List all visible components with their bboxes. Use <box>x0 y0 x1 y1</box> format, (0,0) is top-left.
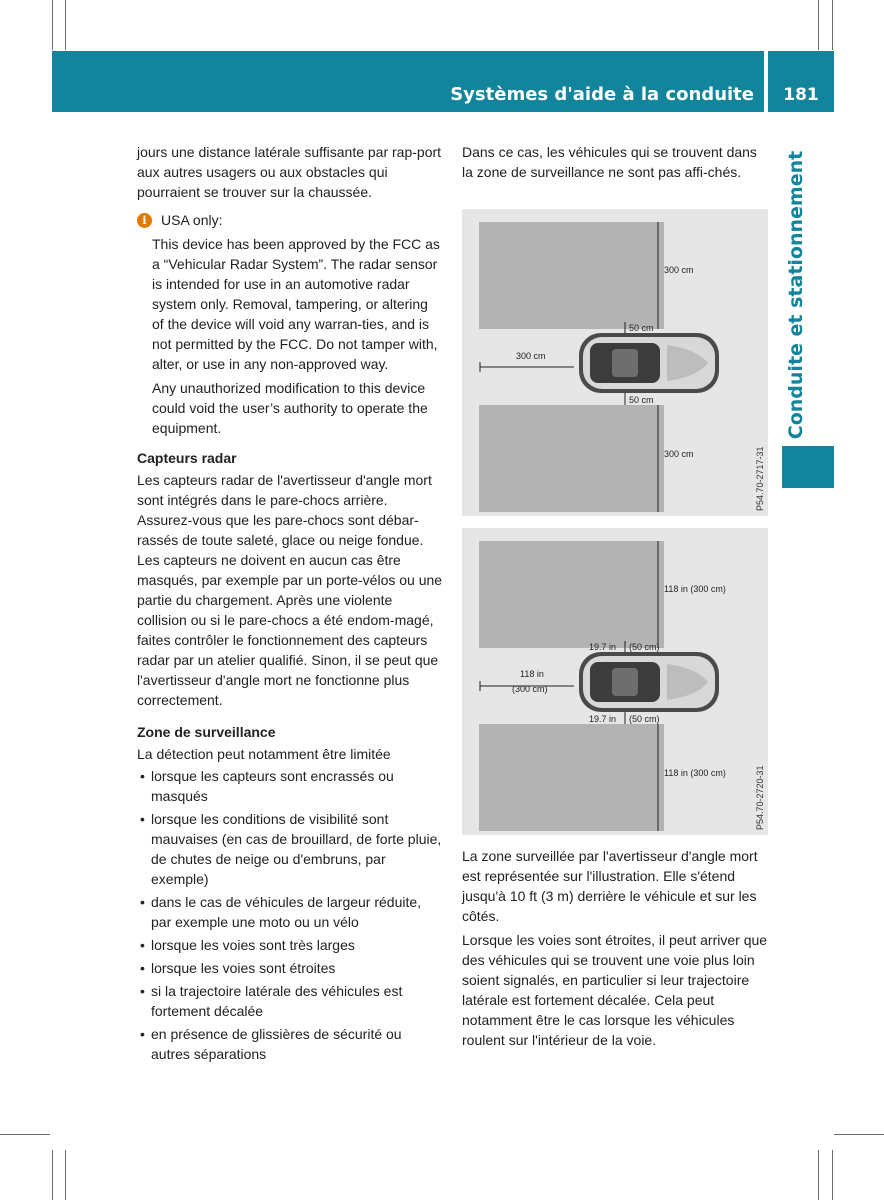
monitoring-zone-right <box>479 405 664 512</box>
intro-paragraph: jours une distance latérale suffisante par rap-port aux autres usagers ou aux obstacles qui pourraient se trouver sur la chaussée. <box>137 144 442 200</box>
rear-dimension-label: (300 cm) <box>512 684 548 694</box>
page-number-box <box>768 51 834 112</box>
diagram-svg <box>462 209 768 516</box>
body-paragraph: La détection peut notamment être limitée <box>137 746 391 762</box>
info-icon: i <box>137 213 152 228</box>
section-heading: Capteurs radar <box>137 450 237 466</box>
gap-dimension-label: 50 cm <box>629 323 654 333</box>
list-item: • lorsque les voies sont étroites <box>140 960 336 976</box>
crop-mark <box>65 0 66 50</box>
body-paragraph: Lorsque les voies sont étroites, il peut arriver que des véhicules qui se trouvent une voie plus loin soient signalés, en particulier si leur trajectoire latérale est fortement décalée. Cela peut notamment être le cas lorsque les véhicules roulent sur l'intérieur de la voie. <box>462 932 768 1048</box>
crop-mark <box>832 1150 833 1200</box>
note-paragraph: This device has been approved by the FCC as a “Vehicular Radar System”. The radar sensor is intended for use in an automotive radar system only. Removal, tampering, or altering of the device will void any warran-ties, and is not permitted by the FCC. Do not tamper with, alter, or use in any non-approved way. <box>152 236 440 372</box>
fcc-note-header <box>137 210 443 230</box>
crop-mark <box>52 0 53 50</box>
rear-dimension-label: 300 cm <box>516 351 546 361</box>
monitoring-zone-left <box>479 541 664 648</box>
zone-dimension-label: 300 cm <box>664 449 694 459</box>
section-heading: Zone de surveillance <box>137 724 276 740</box>
intro-paragraph: Dans ce cas, les véhicules qui se trouvent dans la zone de surveillance ne sont pas affi-chés. <box>462 144 757 180</box>
monitoring-zone-left <box>479 222 664 329</box>
crop-mark <box>52 1150 53 1200</box>
crop-mark <box>834 1134 884 1135</box>
zone-dimension-label: 300 cm <box>664 265 694 275</box>
crop-mark <box>0 1134 50 1135</box>
list-item: • dans le cas de véhicules de largeur réduite, par exemple une moto ou un vélo <box>140 894 422 930</box>
page-number: 181 <box>783 85 819 105</box>
rear-dimension-label: 118 in <box>520 669 544 679</box>
gap-dimension-label: (50 cm) <box>629 714 660 724</box>
chapter-side-tab <box>774 150 818 440</box>
gap-dimension-label: 19.7 in <box>589 714 617 724</box>
right-column-text <box>462 846 768 1050</box>
zone-dimension-label: 118 in (300 cm) <box>664 768 726 778</box>
list-item: • lorsque les voies sont très larges <box>140 937 355 953</box>
list-item: • lorsque les conditions de visibilité sont mauvaises (en cas de brouillard, de forte pluie, de chutes de neige ou d'embruns, par exemple) <box>140 811 442 887</box>
left-column <box>137 142 443 1067</box>
chapter-label: Conduite et stationnement <box>785 150 807 440</box>
header-title: Systèmes d'aide à la conduite <box>450 84 754 105</box>
list-item: • lorsque les capteurs sont encrassés ou masqués <box>140 768 394 804</box>
limitations-list <box>137 766 443 1064</box>
blind-spot-diagram-metric <box>462 209 768 516</box>
chapter-marker-block <box>782 446 834 488</box>
crop-mark <box>818 0 819 50</box>
blind-spot-diagram-imperial <box>462 528 768 835</box>
header-bar <box>52 51 764 112</box>
figure-id: P54.70-2720-31 <box>755 765 765 830</box>
figure-id: P54.70-2717-31 <box>755 446 765 511</box>
note-paragraph: Any unauthorized modification to this device could void the user’s authority to operate the equipment. <box>152 380 428 436</box>
note-label: USA only: <box>161 212 223 228</box>
right-column-intro <box>462 142 768 182</box>
car-illustration <box>579 333 719 393</box>
crop-mark <box>818 1150 819 1200</box>
crop-mark <box>65 1150 66 1200</box>
gap-dimension-label: (50 cm) <box>629 642 660 652</box>
list-item: • si la trajectoire latérale des véhicules est fortement décalée <box>140 983 403 1019</box>
zone-dimension-label: 118 in (300 cm) <box>664 584 726 594</box>
list-item: • en présence de glissières de sécurité ou autres séparations <box>140 1026 402 1062</box>
body-paragraph: Les capteurs radar de l'avertisseur d'angle mort sont intégrés dans le pare-chocs arrière. Assurez-vous que les pare-chocs sont débar-rassés de toute saleté, glace ou neige fondue. Les capteurs ne doivent en aucun cas être masqués, par exemple par un porte-vélos ou une partie du chargement. Après une violente collision ou si le pare-chocs a été endom-magé, faites contrôler le fonctionnement des capteurs radar par un atelier qualifié. Sinon, il se peut que l'avertisseur d'angle mort ne fonctionne plus correctement. <box>137 472 443 708</box>
gap-dimension-label: 50 cm <box>629 395 654 405</box>
body-paragraph: La zone surveillée par l'avertisseur d'angle mort est représentée sur l'illustration. Elle s'étend jusqu'à 10 ft (3 m) derrière le véhicule et sur les côtés. <box>462 848 758 924</box>
monitoring-zone-right <box>479 724 664 831</box>
crop-mark <box>832 0 833 50</box>
diagram-svg <box>462 528 768 835</box>
car-illustration <box>579 652 719 712</box>
gap-dimension-label: 19.7 in <box>589 642 617 652</box>
